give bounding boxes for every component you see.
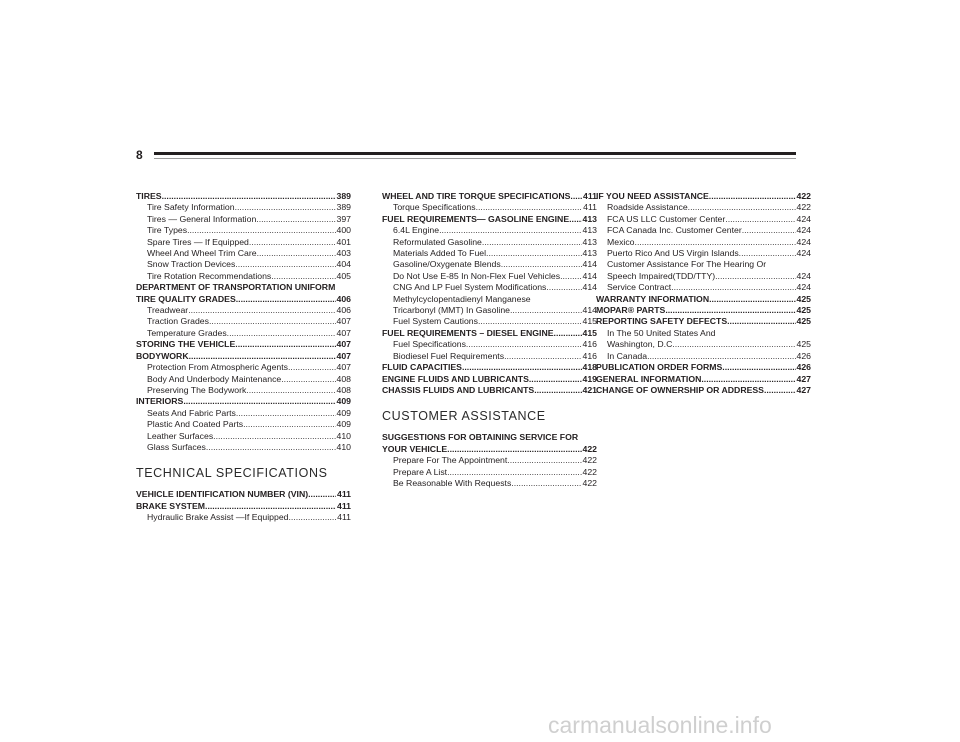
toc-main-entry[interactable]: [382, 191, 597, 202]
toc-page-number: 425: [796, 305, 811, 316]
toc-sub-entry[interactable]: [136, 328, 351, 339]
leader-dots: [635, 237, 796, 248]
leader-dots: [235, 202, 336, 213]
toc-sub-entry[interactable]: [136, 237, 351, 248]
toc-entry-title: STORING THE VEHICLE: [136, 339, 236, 350]
toc-main-entry[interactable]: [382, 214, 597, 225]
toc-page-number: 413: [582, 248, 597, 259]
toc-main-entry[interactable]: [382, 374, 597, 385]
toc-page-number: 421: [582, 384, 597, 395]
leader-dots: [486, 248, 581, 259]
toc-entry-title: INTERIORS: [136, 396, 184, 407]
toc-sub-entry[interactable]: [382, 225, 597, 236]
leader-dots: [742, 225, 796, 236]
toc-page-number: 422: [582, 443, 597, 454]
watermark: carmanualsonline.info: [548, 712, 772, 738]
toc-page-number: 389: [336, 191, 351, 201]
toc-page-number: 414: [582, 282, 597, 293]
toc-entry-title: Gasoline/Oxygenate Blends: [393, 259, 501, 270]
toc-entry-title: ENGINE FLUIDS AND LUBRICANTS: [382, 373, 529, 384]
leader-dots: [529, 374, 582, 385]
leader-dots: [764, 385, 796, 396]
toc-entry-line[interactable]: In The 50 United States And: [607, 327, 716, 338]
toc-page-number: 411: [582, 191, 597, 201]
toc-entry-line[interactable]: DEPARTMENT OF TRANSPORTATION UNIFORM: [136, 282, 336, 293]
toc-page-number: 397: [336, 213, 351, 224]
toc-page-number: 427: [796, 384, 811, 395]
toc-sub-entry[interactable]: [596, 237, 811, 248]
toc-sub-entry[interactable]: [596, 271, 811, 282]
toc-main-entry[interactable]: [382, 385, 597, 396]
leader-dots: [205, 501, 336, 512]
leader-dots: [447, 444, 581, 455]
toc-sub-entry[interactable]: [382, 305, 597, 316]
leader-dots: [688, 202, 796, 213]
leader-dots: [715, 271, 795, 282]
toc-entry-title: WHEEL AND TIRE TORQUE SPECIFICATIONS: [382, 191, 571, 201]
toc-page-number: 425: [796, 339, 811, 350]
toc-entry-title: FCA US LLC Customer Center: [607, 213, 726, 224]
toc-entry-line[interactable]: Methylcyclopentadienyl Manganese: [393, 293, 531, 304]
toc-page-number: 416: [582, 339, 597, 350]
toc-page-number: 424: [796, 213, 811, 224]
leader-dots: [235, 339, 335, 350]
toc-page-number: 409: [336, 419, 351, 430]
leader-dots: [554, 328, 582, 339]
toc-main-entry[interactable]: [382, 362, 597, 373]
toc-page-number: 405: [336, 270, 351, 281]
toc-sub-entry[interactable]: [382, 316, 597, 327]
leader-dots: [466, 339, 582, 350]
toc-page-number: 425: [796, 293, 811, 304]
toc-page-number: 418: [582, 362, 597, 373]
toc-sub-entry[interactable]: [382, 351, 597, 362]
toc-entry-title: Torque Specifications: [393, 202, 476, 213]
leader-dots: [504, 351, 581, 362]
toc-page-number: 409: [336, 396, 351, 407]
leader-dots: [213, 431, 335, 442]
leader-dots: [478, 316, 582, 327]
toc-entry-title: Mexico: [607, 236, 635, 247]
toc-sub-entry[interactable]: [136, 248, 351, 259]
toc-sub-entry[interactable]: [136, 408, 351, 419]
toc-entry-title: VEHICLE IDENTIFICATION NUMBER (VIN): [136, 489, 309, 500]
toc-page-number: 407: [336, 362, 351, 373]
leader-dots: [671, 282, 795, 293]
toc-sub-entry[interactable]: [382, 478, 597, 489]
toc-entry-title: Snow Traction Devices: [147, 259, 236, 270]
toc-entry-title: Tire Types: [147, 225, 188, 236]
toc-entry-title: IF YOU NEED ASSISTANCE: [596, 191, 709, 201]
leader-dots: [476, 202, 583, 213]
toc-entry-title: FUEL REQUIREMENTS – DIESEL ENGINE: [382, 327, 554, 338]
toc-page-number: 422: [582, 477, 597, 488]
leader-dots: [482, 237, 582, 248]
toc-entry-title: Prepare For The Appointment: [393, 455, 508, 466]
leader-dots: [739, 248, 796, 259]
leader-dots: [534, 385, 581, 396]
toc-entry-title: BRAKE SYSTEM: [136, 500, 206, 511]
toc-page-number: 426: [796, 362, 811, 373]
toc-entry-title: GENERAL INFORMATION: [596, 373, 702, 384]
toc-sub-entry[interactable]: [596, 248, 811, 259]
toc-page-number: 422: [582, 466, 597, 477]
toc-sub-entry[interactable]: [136, 512, 351, 523]
toc-entry-title: Hydraulic Brake Assist —If Equipped: [147, 512, 289, 523]
toc-page-number: 403: [336, 248, 351, 259]
leader-dots: [183, 396, 335, 407]
toc-page-number: 422: [582, 455, 597, 466]
leader-dots: [189, 351, 336, 362]
toc-entry-title: FLUID CAPACITIES: [382, 362, 462, 373]
leader-dots: [722, 362, 795, 373]
toc-entry-title: YOUR VEHICLE: [382, 443, 448, 454]
toc-entry-title: CHASSIS FLUIDS AND LUBRICANTS: [382, 384, 535, 395]
leader-dots: [246, 385, 335, 396]
toc-page-number: 401: [336, 236, 351, 247]
toc-page-number: 410: [336, 441, 351, 452]
toc-entry-title: Traction Grades: [147, 316, 209, 327]
toc-entry-title: REPORTING SAFETY DEFECTS: [596, 316, 728, 327]
leader-dots: [675, 339, 796, 350]
leader-dots: [501, 259, 582, 270]
toc-main-entry[interactable]: [596, 385, 811, 396]
toc-sub-entry[interactable]: [136, 442, 351, 453]
toc-entry-title: Seats And Fabric Parts: [147, 407, 236, 418]
toc-main-entry[interactable]: [136, 294, 351, 305]
leader-dots: [227, 328, 336, 339]
toc-page-number: 413: [582, 236, 597, 247]
leader-dots: [709, 191, 796, 202]
toc-main-entry[interactable]: [596, 362, 811, 373]
toc-column-3: [596, 191, 811, 396]
leader-dots: [243, 419, 335, 430]
leader-dots: [709, 294, 795, 305]
toc-sub-entry[interactable]: [136, 374, 351, 385]
toc-entry-title: Biodiesel Fuel Requirements: [393, 350, 505, 361]
toc-sub-entry[interactable]: [136, 419, 351, 430]
toc-page-number: 406: [336, 305, 351, 316]
toc-page-number: 407: [336, 316, 351, 327]
toc-sub-entry[interactable]: [136, 431, 351, 442]
header-rule-thin: [154, 158, 796, 159]
toc-entry-title: Glass Surfaces: [147, 441, 206, 452]
toc-entry-title: Leather Surfaces: [147, 430, 214, 441]
toc-entry-title: Do Not Use E-85 In Non-Flex Fuel Vehicles: [393, 270, 561, 281]
toc-page-number: 389: [336, 202, 351, 213]
toc-page-number: 411: [336, 489, 351, 500]
toc-entry-title: Puerto Rico And US Virgin Islands: [607, 248, 739, 259]
toc-entry-title: MOPAR® PARTS: [596, 305, 666, 316]
leader-dots: [188, 305, 335, 316]
toc-entry-title: Materials Added To Fuel: [393, 248, 487, 259]
toc-page-number: 413: [582, 213, 597, 224]
toc-sub-entry[interactable]: [136, 305, 351, 316]
toc-entry-line[interactable]: Customer Assistance For The Hearing Or: [607, 259, 767, 270]
toc-entry-title: Fuel System Cautions: [393, 316, 478, 327]
toc-sub-entry[interactable]: [136, 271, 351, 282]
toc-entry-title: Treadwear: [147, 305, 189, 316]
toc-entry-title: Plastic And Coated Parts: [147, 419, 244, 430]
toc-page-number: 415: [582, 316, 597, 327]
leader-dots: [570, 191, 582, 202]
toc-page-number: 408: [336, 384, 351, 395]
toc-sub-entry[interactable]: [382, 467, 597, 478]
toc-page-number: 400: [336, 225, 351, 236]
toc-entry-title: Roadside Assistance: [607, 202, 688, 213]
toc-page-number: 424: [796, 248, 811, 259]
toc-page-number: 425: [796, 316, 811, 327]
toc-column-2: [382, 191, 597, 489]
leader-dots: [507, 455, 581, 466]
leader-dots: [560, 271, 581, 282]
leader-dots: [647, 351, 795, 362]
toc-entry-title: PUBLICATION ORDER FORMS: [596, 362, 723, 373]
leader-dots: [162, 191, 336, 202]
toc-entry-line[interactable]: SUGGESTIONS FOR OBTAINING SERVICE FOR: [382, 432, 579, 443]
toc-entry-title: Tricarbonyl (MMT) In Gasoline: [393, 305, 510, 316]
leader-dots: [271, 271, 335, 282]
toc-entry-title: Tire Rotation Recommendations: [147, 270, 272, 281]
toc-page-number: 414: [582, 305, 597, 316]
toc-page-number: 414: [582, 259, 597, 270]
toc-entry-title: WARRANTY INFORMATION: [596, 293, 710, 304]
toc-sub-entry[interactable]: [136, 259, 351, 270]
toc-entry-title: BODYWORK: [136, 350, 189, 361]
leader-dots: [569, 214, 581, 225]
toc-entry-title: 6.4L Engine: [393, 225, 440, 236]
toc-sub-entry[interactable]: [136, 316, 351, 327]
toc-sub-entry[interactable]: [136, 362, 351, 373]
leader-dots: [665, 305, 795, 316]
toc-sub-entry[interactable]: [136, 214, 351, 225]
toc-page-number: 416: [582, 350, 597, 361]
leader-dots: [249, 237, 336, 248]
toc-sub-entry[interactable]: [382, 282, 597, 293]
toc-entry-title: Body And Underbody Maintenance: [147, 373, 282, 384]
toc-sub-entry[interactable]: [596, 225, 811, 236]
toc-entry-title: CNG And LP Fuel System Modifications: [393, 282, 547, 293]
toc-page-number: 410: [336, 430, 351, 441]
leader-dots: [288, 512, 336, 523]
toc-main-entry[interactable]: [382, 328, 597, 339]
toc-sub-entry[interactable]: [136, 225, 351, 236]
section-heading: TECHNICAL SPECIFICATIONS: [136, 466, 328, 481]
leader-dots: [447, 467, 581, 478]
toc-page-number: 406: [336, 293, 351, 304]
leader-dots: [511, 478, 581, 489]
toc-column-1: [136, 191, 351, 524]
toc-entry-title: Protection From Atmospheric Agents: [147, 362, 288, 373]
toc-sub-entry[interactable]: [382, 259, 597, 270]
toc-sub-entry[interactable]: [596, 202, 811, 213]
toc-entry-title: Reformulated Gasoline: [393, 236, 482, 247]
toc-main-entry[interactable]: [136, 396, 351, 407]
toc-sub-entry[interactable]: [596, 339, 811, 350]
leader-dots: [725, 214, 795, 225]
leader-dots: [510, 305, 582, 316]
section-heading: CUSTOMER ASSISTANCE: [382, 409, 546, 424]
toc-main-entry[interactable]: [596, 294, 811, 305]
toc-entry-title: Prepare A List: [393, 466, 448, 477]
toc-page-number: 411: [337, 512, 351, 523]
header-rule: [154, 152, 796, 155]
toc-entry-title: Tire Safety Information: [147, 202, 235, 213]
leader-dots: [256, 214, 335, 225]
toc-page-number: 414: [582, 270, 597, 281]
toc-entry-title: Speech Impaired(TDD/TTY): [607, 270, 716, 281]
toc-page-number: 424: [796, 225, 811, 236]
toc-entry-title: TIRE QUALITY GRADES: [136, 293, 236, 304]
leader-dots: [235, 259, 335, 270]
toc-entry-title: FUEL REQUIREMENTS— GASOLINE ENGINE: [382, 213, 570, 224]
toc-page-number: 427: [796, 373, 811, 384]
toc-page-number: 411: [336, 500, 351, 511]
toc-page-number: 422: [796, 191, 811, 201]
toc-entry-title: Temperature Grades: [147, 327, 227, 338]
toc-main-entry[interactable]: [136, 191, 351, 202]
toc-page-number: 411: [583, 202, 597, 213]
toc-page-number: 415: [582, 327, 597, 338]
leader-dots: [187, 225, 335, 236]
leader-dots: [236, 408, 336, 419]
toc-entry-title: Spare Tires — If Equipped: [147, 236, 249, 247]
toc-page-number: 419: [582, 373, 597, 384]
toc-sub-entry[interactable]: [596, 282, 811, 293]
toc-page-number: 424: [796, 270, 811, 281]
toc-sub-entry[interactable]: [382, 248, 597, 259]
leader-dots: [308, 489, 336, 500]
toc-main-entry[interactable]: [596, 374, 811, 385]
leader-dots: [257, 248, 336, 259]
toc-page-number: 404: [336, 259, 351, 270]
toc-sub-entry[interactable]: [596, 214, 811, 225]
leader-dots: [439, 225, 581, 236]
toc-page-number: 408: [336, 373, 351, 384]
toc-sub-entry[interactable]: [382, 271, 597, 282]
toc-entry-title: In Canada: [607, 350, 648, 361]
leader-dots: [209, 316, 336, 327]
toc-sub-entry[interactable]: [382, 202, 597, 213]
leader-dots: [462, 362, 582, 373]
toc-page-number: 409: [336, 407, 351, 418]
page-number: 8: [136, 148, 143, 162]
toc-entry-title: CHANGE OF OWNERSHIP OR ADDRESS: [596, 384, 764, 395]
toc-entry-title: Service Contract: [607, 282, 672, 293]
toc-entry-title: Tires — General Information: [147, 213, 257, 224]
toc-page-number: 413: [582, 225, 597, 236]
leader-dots: [546, 282, 581, 293]
toc-sub-entry[interactable]: [596, 351, 811, 362]
leader-dots: [701, 374, 795, 385]
toc-entry-title: Wheel And Wheel Trim Care: [147, 248, 257, 259]
toc-sub-entry[interactable]: [136, 385, 351, 396]
toc-sub-entry[interactable]: [382, 339, 597, 350]
toc-entry-title: Washington, D.C.: [607, 339, 675, 350]
toc-page-number: 422: [796, 202, 811, 213]
toc-entry-title: TIRES: [136, 191, 162, 201]
leader-dots: [281, 374, 335, 385]
toc-entry-title: FCA Canada Inc. Customer Center: [607, 225, 742, 236]
toc-main-entry[interactable]: [596, 316, 811, 327]
toc-main-entry[interactable]: [136, 351, 351, 362]
leader-dots: [236, 294, 336, 305]
toc-sub-entry[interactable]: [382, 455, 597, 466]
toc-page-number: 424: [796, 236, 811, 247]
toc-main-entry[interactable]: [596, 191, 811, 202]
toc-page-number: 407: [336, 350, 351, 361]
toc-main-entry[interactable]: [136, 339, 351, 350]
toc-page-number: 407: [336, 339, 351, 350]
toc-page-number: 424: [796, 282, 811, 293]
toc-page-number: 407: [336, 327, 351, 338]
toc-entry-title: Fuel Specifications: [393, 339, 466, 350]
leader-dots: [206, 442, 336, 453]
leader-dots: [727, 316, 795, 327]
toc-main-entry[interactable]: [136, 501, 351, 512]
toc-main-entry[interactable]: [596, 305, 811, 316]
toc-main-entry[interactable]: [382, 444, 597, 455]
leader-dots: [288, 362, 336, 373]
toc-entry-title: Be Reasonable With Requests: [393, 477, 512, 488]
toc-entry-title: Preserving The Bodywork: [147, 384, 247, 395]
toc-sub-entry[interactable]: [136, 202, 351, 213]
toc-page-number: 426: [796, 350, 811, 361]
toc-main-entry[interactable]: [136, 489, 351, 500]
toc-sub-entry[interactable]: [382, 237, 597, 248]
